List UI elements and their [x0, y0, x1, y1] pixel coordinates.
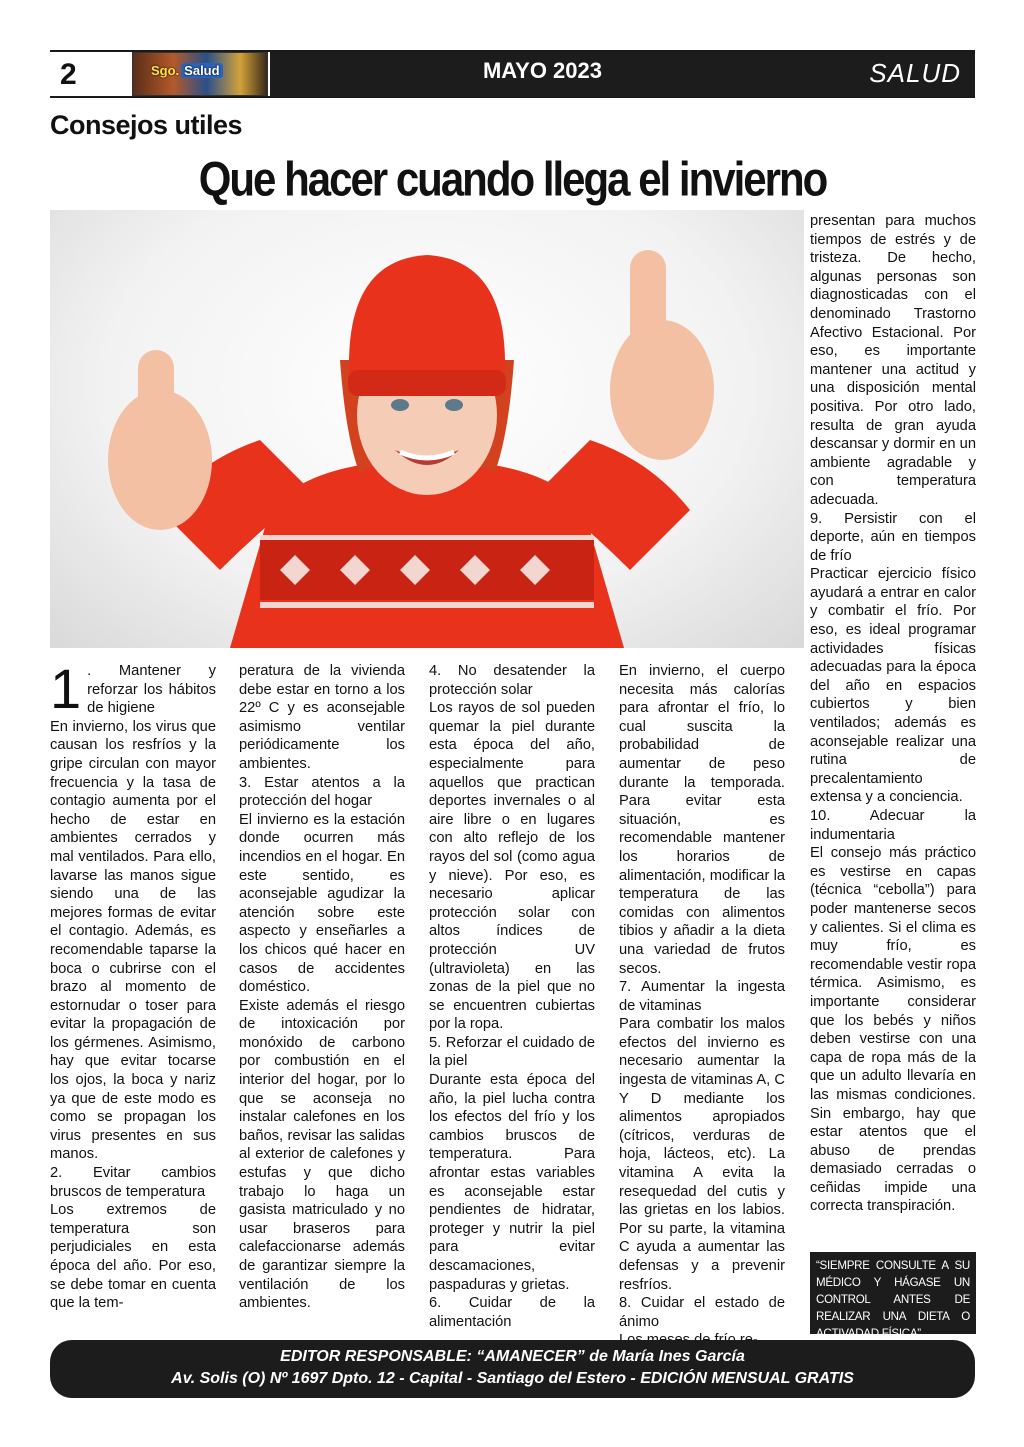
article-column-1: [50, 657, 216, 1313]
subheading-1: . Mantener y reforzar los hábitos de higiene: [87, 663, 216, 717]
drop-cap: 1: [50, 657, 82, 720]
paragraph: Durante esta época del año, la piel lucha contra los efectos del frío y los cambios bruscos de temperatura. Para afrontar estas variables es aconsejable estar pendientes de hidratar, proteger y nutrir la piel para evitar descamaciones, paspaduras y grietas.: [429, 1072, 595, 1293]
paragraph: peratura de la vivienda debe estar en torno a los 22º C y es aconsejable asimismo ventilar periódicamente los ambientes.: [239, 663, 405, 772]
page-header: [50, 50, 975, 98]
subheading-4: 4. No desatender la protección solar: [429, 663, 595, 698]
header-bar: [270, 52, 975, 96]
woman-thumbs-up-illustration: [50, 210, 804, 648]
article-column-3: [429, 662, 595, 1331]
advice-quote-box: “SIEMPRE CONSULTE A SU MÉDICO Y HÁGASE UN CONTROL ANTES DE REALIZAR UNA DIETA O ACTIVADAD FÍSICA”: [810, 1252, 976, 1334]
article-kicker: Consejos utiles: [50, 110, 243, 140]
subheading-9: 9. Persistir con el deporte, aún en tiempos de frío: [810, 510, 976, 564]
paragraph: presentan para muchos tiempos de estrés y de tristeza. De hecho, algunas personas son diagnosticadas con el denominado Trastorno Afectivo Estacional. Por eso, es importante mantener una actitud y una disposición mental positiva. Por otro lado, resulta de gran ayuda descansar y dormir en un ambiente agradable y con temperatura adecuada.: [810, 213, 976, 508]
paragraph: Practicar ejercicio físico ayudará a entrar en calor y combatir el frío. Por eso, es ideal programar actividades físicas adecuadas para la época del año en espacios cubiertos y bien ventilados; además es aconsejable realizar una rutina de precalentamiento extensa y a conciencia.: [810, 566, 976, 806]
page-number: 2: [50, 52, 130, 96]
article-column-5: [810, 212, 976, 1216]
paragraph: Existe además el riesgo de intoxicación por monóxido de carbono por combustión en el interior del hogar, por lo que se aconseja no instalar calefones en los baños, revisar las salidas al exterior de calefones y estufas y que dicho trabajo lo haga un gasista matriculado y no usar braseros para calefaccionarse además de garantizar siempre la ventilación de los ambientes.: [239, 997, 405, 1312]
article-photo: [50, 210, 804, 648]
section-name: SALUD: [869, 58, 961, 88]
paragraph: El consejo más práctico es vestirse en capas (técnica “cebolla”) para poder mantenerse secos y calientes. Si el clima es muy frío, es recomendable vestir ropa térmica. Asimismo, es importante considerar que los bebés y niños deben vestirse con una capa de ropa más de la que un adulto llevaría en las mismas condiciones. Sin embargo, hay que estar atentos que el abuso de prendas demasiado cerradas o ceñidas impide una correcta transpiración.: [810, 845, 976, 1215]
page-footer: [50, 1340, 975, 1398]
subheading-10: 10. Adecuar la indumentaria: [810, 808, 976, 843]
logo-text-salud: Salud: [181, 63, 222, 78]
subheading-6: 6. Cuidar de la alimentación: [429, 1295, 595, 1330]
paragraph: En invierno, los virus que causan los resfríos y la gripe circulan con mayor frecuencia y la tasa de contagio aumenta por el hecho de estar en ambientes cerrados y mal ventilados. Para ello, lavarse las manos sigue siendo una de las mejores formas de evitar el contagio. Además, es recomendable taparse la boca o cubrirse con el brazo al momento de estornudar o toser para evitar la propagación de los gérmenes. Asimismo, hay que evitar tocarse los ojos, la boca y nariz ya que de este modo es como se propagan los virus presentes en sus manos.: [50, 718, 216, 1163]
subheading-8: 8. Cuidar el estado de ánimo: [619, 1295, 785, 1330]
subheading-3: 3. Estar atentos a la protección del hogar: [239, 774, 405, 810]
logo-text: [151, 63, 223, 78]
paragraph: En invierno, el cuerpo necesita más calorías para afrontar el frío, lo cual suscita la probabilidad de aumentar de peso durante la temporada. Para evitar esta situación, es recomendable mantener los horarios de alimentación, modificar la temperatura de las comidas con alimentos tibios y añadir a la dieta una variedad de frutos secos.: [619, 663, 785, 977]
publication-logo: [132, 52, 268, 96]
article-column-2: [239, 662, 405, 1313]
footer-address: Av. Solis (O) Nº 1697 Dpto. 12 - Capital - Santiago del Estero - EDICIÓN MENSUAL GRATIS: [171, 1370, 854, 1387]
paragraph: El invierno es la estación donde ocurren más incendios en el hogar. En este sentido, es aconsejable agudizar la atención sobre este aspecto y enseñarles a los chicos qué hacer en casos de accidentes doméstico.: [239, 811, 405, 996]
subheading-2: 2. Evitar cambios bruscos de temperatura: [50, 1165, 216, 1200]
subheading-7: 7. Aumentar la ingesta de vitaminas: [619, 979, 785, 1014]
logo-text-sgo: Sgo.: [151, 63, 180, 78]
paragraph: Para combatir los malos efectos del invierno es necesario aumentar la ingesta de vitaminas A, C Y D mediante los alimentos apropiados (cítricos, verduras de hoja, lácteos, etc). La vitamina A evita la resequedad del cutis y las grietas en los labios. Por su parte, la vitamina C ayuda a aumentar las defensas y a prevenir resfríos.: [619, 1016, 785, 1293]
paragraph: Los extremos de temperatura son perjudiciales en esta época del año. Por eso, se debe tomar en cuenta que la tem-: [50, 1202, 216, 1312]
subheading-5: 5. Reforzar el cuidado de la piel: [429, 1034, 595, 1070]
paragraph: Los rayos de sol pueden quemar la piel durante esta época del año, especialmente para aquellos que practican deportes invernales o al aire libre o en lugares con alto reflejo de los rayos del sol (como agua y nieve). Por eso, es necesario aplicar protección solar con altos índices de protección UV (ultravioleta) en las zonas de la piel que no se encuentren cubiertas por la ropa.: [429, 700, 595, 1033]
article-column-4: [619, 662, 785, 1350]
paragraph: [50, 657, 216, 720]
footer-editor: EDITOR RESPONSABLE: “AMANECER” de María Ines García: [280, 1348, 745, 1365]
issue-date: MAYO 2023: [482, 58, 603, 83]
article-headline: Que hacer cuando llega el invierno: [198, 152, 827, 207]
